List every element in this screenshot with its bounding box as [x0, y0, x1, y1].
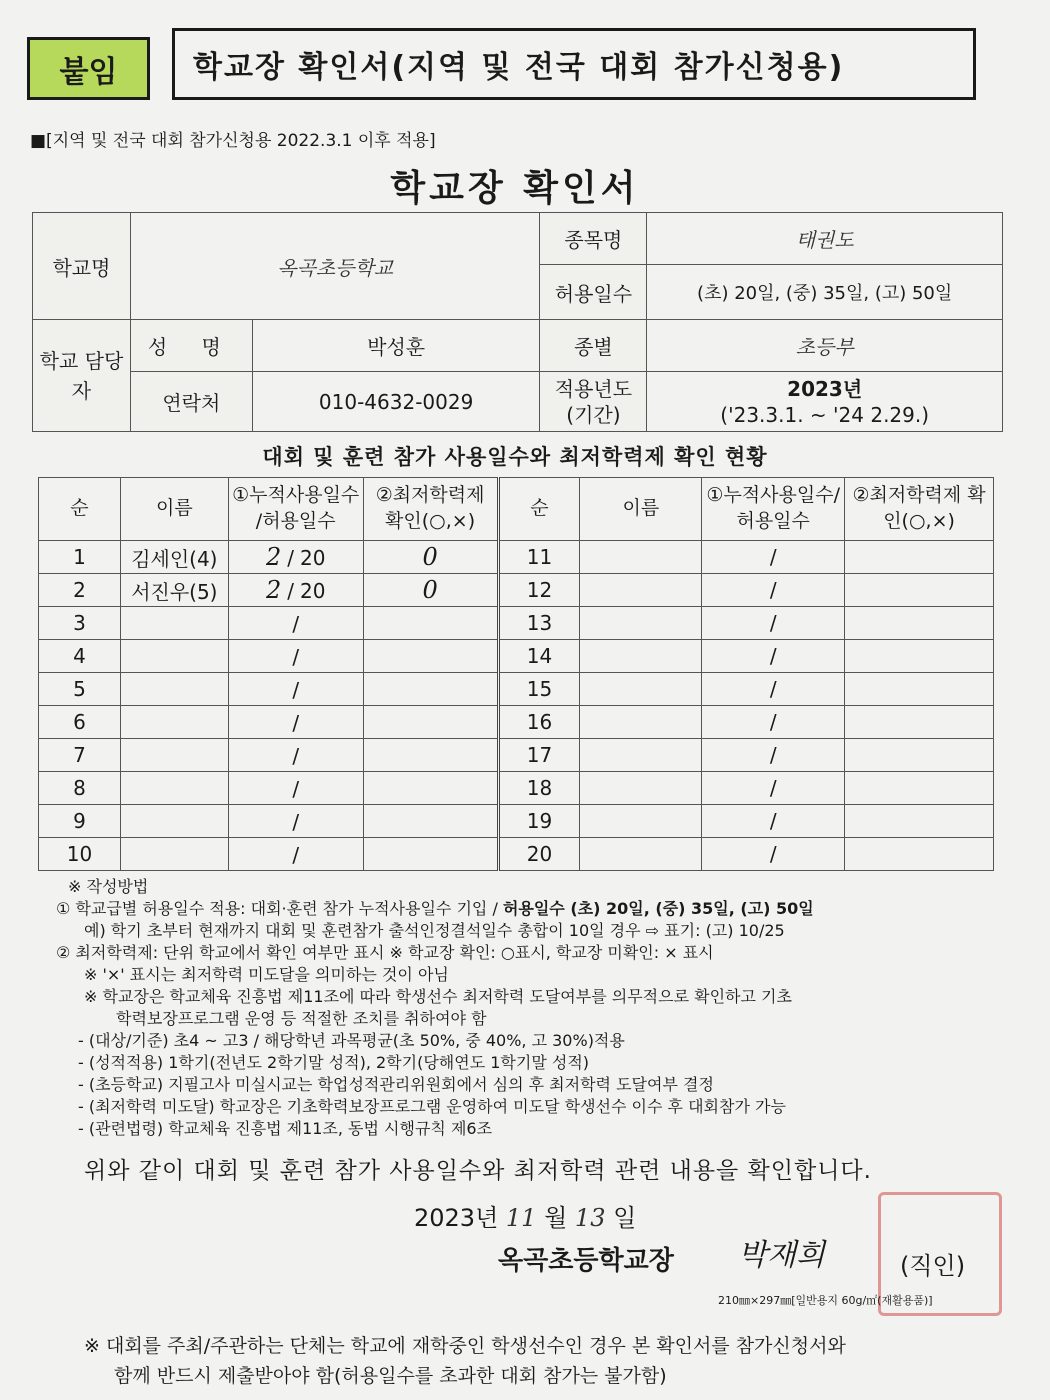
row-days-used: 2 — [265, 576, 282, 604]
row-days — [228, 541, 363, 574]
date-month: 11 — [505, 1204, 537, 1232]
person-name-label: 성 명 — [130, 320, 252, 372]
row-days-used: 2 — [265, 543, 282, 571]
row-name — [120, 607, 228, 640]
row-check-right — [845, 805, 994, 838]
row-no: 6 — [39, 706, 121, 739]
date-year: 2023년 — [414, 1204, 499, 1232]
note-2-bold: ○표시, 학교장 미확인: × 표시 — [500, 943, 714, 962]
row-days-right: / — [702, 541, 845, 574]
row-name: 김세인(4) — [120, 541, 228, 574]
row-no: 8 — [39, 772, 121, 805]
school-name-label: 학교명 — [33, 213, 131, 320]
row-name-right — [580, 541, 702, 574]
row-days — [228, 772, 363, 805]
footer-line-2: 함께 반드시 제출받아야 함(허용일수를 초과한 대회 참가는 불가함) — [114, 1365, 667, 1387]
note-1-example: 예) 학기 초부터 현재까지 대회 및 훈련참가 출석인정결석일수 총합이 10일 경우 ⇨ 표기: (고) 10/25 — [84, 921, 785, 940]
year-value: 2023년 — [787, 376, 863, 401]
paper-spec: 210㎜×297㎜[일반용지 60g/㎡(재활용품)] — [718, 1294, 933, 1307]
detail-4: - (최저학력 미도달) 학교장은 기초학력보장프로그램 운영하여 미도달 학생선수 이수 후 대회참가 가능 — [78, 1097, 786, 1116]
principal-title: 옥곡초등학교장 — [498, 1246, 674, 1276]
table-row — [39, 673, 994, 706]
row-check — [363, 640, 498, 673]
table-row — [39, 574, 994, 607]
row-check-right — [845, 706, 994, 739]
row-no-right: 16 — [498, 706, 580, 739]
row-days-slash: / — [287, 579, 294, 603]
note-4a: ※ 학교장은 학교체육 진흥법 제11조에 따라 학생선수 최저학력 도달여부를 의무적으로 확인하고 기초 — [84, 987, 792, 1006]
row-days-right: / — [702, 607, 845, 640]
row-check-right — [845, 739, 994, 772]
row-days-slash: / — [292, 612, 300, 636]
division-value: 초등부 — [647, 320, 1003, 372]
header-name: 이름 — [120, 478, 228, 541]
footer-line-1: ※ 대회를 주최/주관하는 단체는 학교에 재학중인 학생선수인 경우 본 확인서를 참가신청서와 — [84, 1335, 846, 1357]
row-check-right — [845, 673, 994, 706]
header-days: ①누적사용일수 /허용일수 — [228, 478, 363, 541]
row-days — [228, 739, 363, 772]
date-month-label: 월 — [544, 1204, 568, 1232]
year-cell — [647, 372, 1003, 432]
header-no: 순 — [39, 478, 121, 541]
row-no: 1 — [39, 541, 121, 574]
row-no-right: 12 — [498, 574, 580, 607]
row-days-right: / — [702, 706, 845, 739]
header-days-right: ①누적사용일수/ 허용일수 — [702, 478, 845, 541]
table-row — [39, 541, 994, 574]
row-no-right: 15 — [498, 673, 580, 706]
row-name — [120, 805, 228, 838]
row-days-right: / — [702, 805, 845, 838]
row-days-right: / — [702, 739, 845, 772]
row-days — [228, 706, 363, 739]
person-name-value: 박성훈 — [252, 320, 540, 372]
row-days-slash: / — [287, 546, 294, 570]
row-name-right — [580, 574, 702, 607]
row-no-right: 18 — [498, 772, 580, 805]
table-row — [39, 706, 994, 739]
row-days — [228, 673, 363, 706]
row-days — [228, 607, 363, 640]
notes-head: ※ 작성방법 — [68, 877, 149, 896]
detail-1: - (대상/기준) 초4 ~ 고3 / 해당학년 과목평균(초 50%, 중 40%, 고 30%)적용 — [78, 1031, 625, 1050]
row-days-slash: / — [292, 843, 300, 867]
note-1-bold: 허용일수 (초) 20일, (중) 35일, (고) 50일 — [502, 899, 814, 918]
detail-2: - (성적적용) 1학기(전년도 2학기말 성적), 2학기(당해연도 1학기말 성적) — [78, 1053, 590, 1072]
row-name-right — [580, 838, 702, 871]
row-days-slash: / — [292, 744, 300, 768]
row-no-right: 11 — [498, 541, 580, 574]
row-name — [120, 838, 228, 871]
contact-label: 연락처 — [130, 372, 252, 432]
application-note: ■[지역 및 전국 대회 참가신청용 2022.3.1 이후 적용] — [30, 131, 436, 151]
event-label: 종목명 — [540, 213, 647, 265]
principal-signature: 박재희 — [738, 1238, 825, 1273]
row-no: 3 — [39, 607, 121, 640]
row-no: 7 — [39, 739, 121, 772]
row-no-right: 14 — [498, 640, 580, 673]
row-name-right — [580, 706, 702, 739]
confirmation-statement: 위와 같이 대회 및 훈련 참가 사용일수와 최저학력 관련 내용을 확인합니다. — [84, 1158, 872, 1184]
row-days-right: / — [702, 838, 845, 871]
header-title: 학교장 확인서(지역 및 전국 대회 참가신청용) — [172, 28, 976, 100]
table-row — [39, 838, 994, 871]
note-1-text: ① 학교급별 허용일수 적용: 대회·훈련 참가 누적사용일수 기입 / — [56, 899, 503, 918]
row-check — [363, 607, 498, 640]
event-value: 태권도 — [647, 213, 1003, 265]
row-days — [228, 805, 363, 838]
contact-value: 010-4632-0029 — [252, 372, 540, 432]
row-no-right: 13 — [498, 607, 580, 640]
document-title: 학교장 확인서 — [390, 168, 640, 209]
row-check-right — [845, 574, 994, 607]
row-days-right: / — [702, 574, 845, 607]
row-no: 4 — [39, 640, 121, 673]
row-days — [228, 640, 363, 673]
row-name — [120, 673, 228, 706]
table-row — [39, 739, 994, 772]
row-check-right — [845, 640, 994, 673]
attachment-tag: 붙임 — [27, 37, 150, 100]
row-days-right: / — [702, 673, 845, 706]
row-check-right — [845, 772, 994, 805]
row-days-allowed: 20 — [300, 546, 326, 570]
note-2 — [56, 942, 1006, 964]
row-check — [363, 706, 498, 739]
manager-label: 학교 담당자 — [33, 320, 131, 432]
section-title: 대회 및 훈련 참가 사용일수와 최저학력제 확인 현황 — [262, 445, 768, 469]
row-name — [120, 739, 228, 772]
header-name-right: 이름 — [580, 478, 702, 541]
division-label: 종별 — [540, 320, 647, 372]
row-name-right — [580, 739, 702, 772]
header-check-right: ②최저학력제 확인(○,×) — [845, 478, 994, 541]
seal-label: (직인) — [900, 1252, 966, 1280]
row-check-right — [845, 607, 994, 640]
detail-3: - (초등학교) 지필고사 미실시교는 학업성적관리위원회에서 심의 후 최저학력 도달여부 결정 — [78, 1075, 714, 1094]
school-name-value: 옥곡초등학교 — [130, 213, 540, 320]
note-2-text: ② 최저학력제: 단위 학교에서 확인 여부만 표시 ※ 학교장 확인: — [56, 943, 501, 962]
writing-instructions — [56, 876, 1006, 1140]
table-row — [39, 772, 994, 805]
row-no-right: 20 — [498, 838, 580, 871]
row-check — [363, 805, 498, 838]
row-name-right — [580, 640, 702, 673]
row-check — [363, 739, 498, 772]
row-days-slash: / — [292, 777, 300, 801]
note-1 — [56, 898, 1006, 920]
row-name-right — [580, 607, 702, 640]
row-name — [120, 640, 228, 673]
row-check — [363, 772, 498, 805]
row-days-right: / — [702, 640, 845, 673]
row-check-right — [845, 838, 994, 871]
row-check — [363, 673, 498, 706]
row-name-right — [580, 805, 702, 838]
date-day: 13 — [574, 1204, 606, 1232]
school-info-table — [32, 212, 1003, 432]
row-days — [228, 838, 363, 871]
row-name: 서진우(5) — [120, 574, 228, 607]
row-name-right — [580, 772, 702, 805]
allowed-days-value: (초) 20일, (중) 35일, (고) 50일 — [647, 265, 1003, 320]
header-no-right: 순 — [498, 478, 580, 541]
header-check: ②최저학력제 확인(○,×) — [363, 478, 498, 541]
row-days-slash: / — [292, 810, 300, 834]
row-days-slash: / — [292, 711, 300, 735]
row-days-slash: / — [292, 678, 300, 702]
row-days — [228, 574, 363, 607]
row-days-allowed: 20 — [300, 579, 326, 603]
row-check: 0 — [363, 574, 498, 607]
row-check-right — [845, 541, 994, 574]
row-name — [120, 706, 228, 739]
row-no: 5 — [39, 673, 121, 706]
footer-note — [84, 1331, 846, 1391]
confirmation-date — [414, 1198, 636, 1233]
row-days-slash: / — [292, 645, 300, 669]
row-check: 0 — [363, 541, 498, 574]
row-name-right — [580, 673, 702, 706]
table-row — [39, 607, 994, 640]
roster-table — [38, 477, 994, 871]
row-no: 9 — [39, 805, 121, 838]
note-4b: 학력보장프로그램 운영 등 적절한 조치를 취하여야 함 — [116, 1009, 487, 1028]
year-label: 적용년도 (기간) — [540, 372, 647, 432]
detail-5: - (관련법령) 학교체육 진흥법 제11조, 동법 시행규칙 제6조 — [78, 1119, 493, 1138]
table-row — [39, 805, 994, 838]
row-check — [363, 838, 498, 871]
period-value: ('23.3.1. ~ '24 2.29.) — [720, 402, 930, 427]
allowed-days-label: 허용일수 — [540, 265, 647, 320]
row-no: 10 — [39, 838, 121, 871]
note-3: ※ '×' 표시는 최저학력 미도달을 의미하는 것이 아님 — [84, 965, 449, 984]
row-no-right: 17 — [498, 739, 580, 772]
row-name — [120, 772, 228, 805]
row-no: 2 — [39, 574, 121, 607]
row-days-right: / — [702, 772, 845, 805]
row-no-right: 19 — [498, 805, 580, 838]
date-day-label: 일 — [613, 1204, 637, 1232]
table-row — [39, 640, 994, 673]
